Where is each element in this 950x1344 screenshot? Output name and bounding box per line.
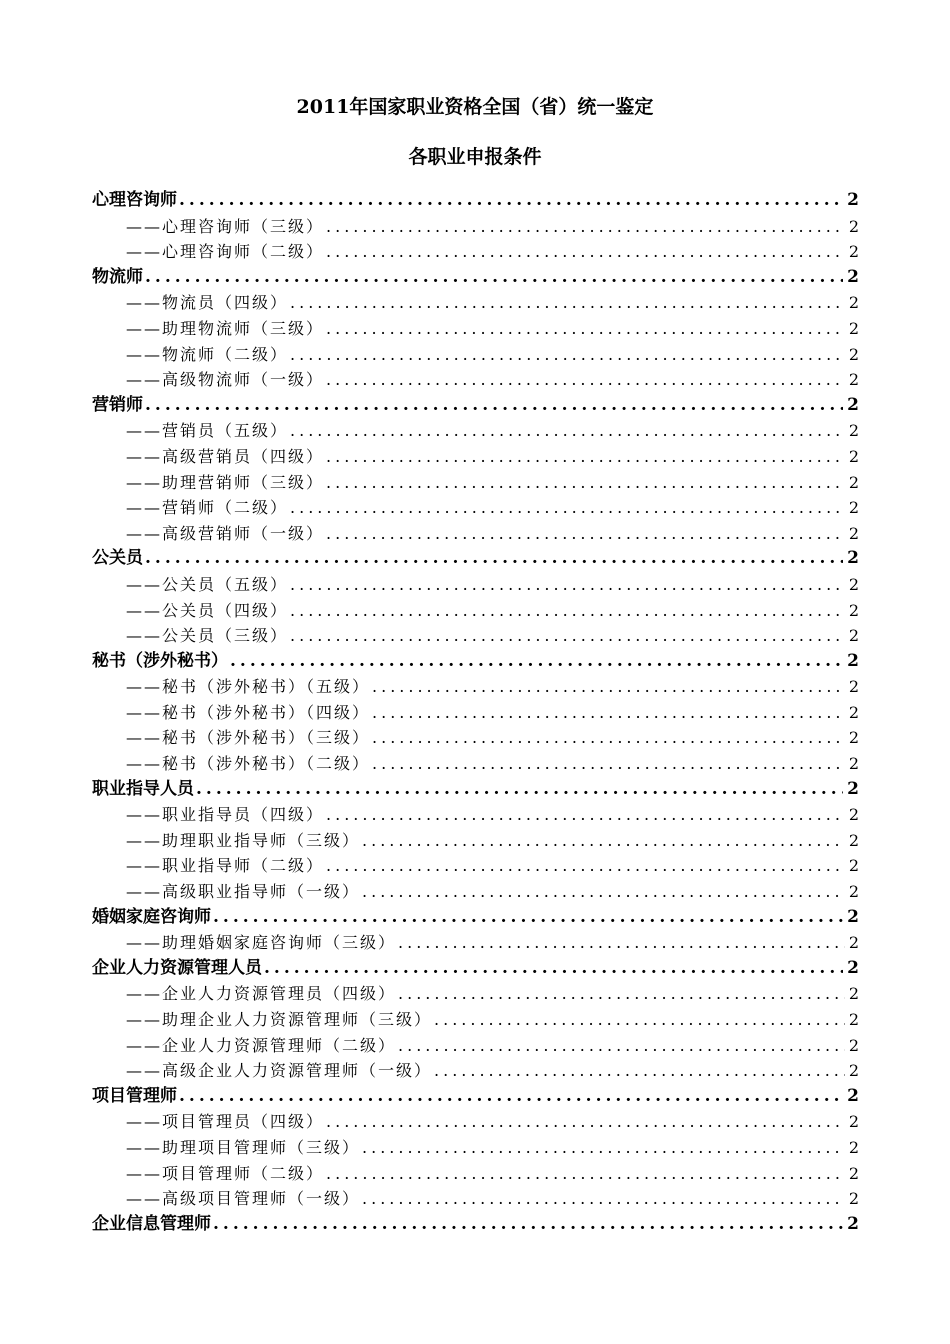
dot-leader [372,725,845,751]
table-of-contents [92,188,859,1237]
toc-entry-page-number: 2 [848,984,859,1004]
toc-entry-page-number: 2 [848,1189,859,1209]
toc-entry-subsection[interactable] [92,290,859,316]
toc-entry-subsection[interactable] [92,1135,859,1161]
dot-leader [434,1007,845,1033]
document-subtitle: 各职业申报条件 [408,146,542,168]
toc-entry-label: ——心理咨询师（三级） [126,216,325,236]
toc-entry-page-number: 2 [848,856,859,876]
toc-entry-label: ——心理咨询师（二级） [126,242,325,262]
toc-entry-section[interactable] [92,188,859,214]
toc-entry-page-number: 2 [847,778,859,799]
toc-entry-page-number: 2 [848,702,859,722]
toc-entry-label: ——高级企业人力资源管理师（一级） [126,1061,433,1081]
toc-entry-label: ——公关员（五级） [126,574,289,594]
dot-leader [196,777,843,803]
toc-entry-subsection[interactable] [92,214,859,240]
toc-entry-subsection[interactable] [92,725,859,751]
toc-entry-label: ——营销员（五级） [126,421,289,441]
toc-entry-page-number: 2 [848,1010,859,1029]
toc-entry-page-number: 2 [848,1112,859,1132]
toc-entry-label: ——助理职业指导师（三级） [126,830,361,850]
dot-leader [290,290,845,316]
toc-entry-subsection[interactable] [92,674,859,700]
toc-entry-label: ——秘书（涉外秘书）（五级） [126,677,371,697]
toc-entry-label: ——助理项目管理师（三级） [126,1137,361,1157]
toc-entry-label: 物流师 [92,266,143,287]
toc-entry-label: 公关员 [92,548,143,569]
toc-entry-page-number: 2 [847,1213,859,1234]
dot-leader [326,444,845,470]
toc-entry-page-number: 2 [848,805,859,825]
toc-entry-subsection[interactable] [92,1007,859,1033]
toc-entry-section[interactable] [92,777,859,803]
toc-entry-page-number: 2 [848,677,859,697]
toc-entry-subsection[interactable] [92,981,859,1007]
toc-entry-label: 心理咨询师 [92,190,177,210]
dot-leader [398,1033,845,1059]
dot-leader [398,981,845,1007]
toc-entry-page-number: 2 [847,1085,859,1106]
toc-entry-page-number: 2 [848,370,859,390]
toc-entry-section[interactable] [92,956,859,982]
toc-entry-subsection[interactable] [92,521,859,547]
toc-entry-section[interactable] [92,649,859,675]
dot-leader [290,598,845,624]
dot-leader [326,1161,845,1187]
toc-entry-page-number: 2 [848,472,859,492]
toc-entry-label: ——助理企业人力资源管理师（三级） [126,1010,433,1029]
dot-leader [326,802,845,828]
dot-leader [326,853,845,879]
toc-entry-label: ——项目管理员（四级） [126,1112,325,1132]
dot-leader [326,239,845,265]
dot-leader [145,393,843,419]
toc-entry-subsection[interactable] [92,239,859,265]
dot-leader [362,1186,845,1212]
toc-entry-label: ——高级物流师（一级） [126,370,325,390]
toc-entry-label: ——秘书（涉外秘书）（二级） [126,754,371,774]
toc-entry-page-number: 2 [848,242,859,262]
toc-entry-page-number: 2 [848,600,859,620]
dot-leader [179,188,843,214]
dot-leader [213,1212,843,1238]
dot-leader [290,623,845,649]
toc-entry-page-number: 2 [848,344,859,364]
dot-leader [372,674,845,700]
toc-entry-label: 项目管理师 [92,1085,177,1106]
dot-leader [213,905,843,931]
toc-entry-subsection[interactable] [92,316,859,342]
toc-entry-label: 职业指导人员 [92,778,194,799]
toc-entry-page-number: 2 [847,650,859,671]
toc-entry-label: ——秘书（涉外秘书）（三级） [126,728,371,748]
toc-entry-subsection[interactable] [92,342,859,368]
toc-entry-subsection[interactable] [92,828,859,854]
toc-entry-page-number: 2 [848,293,859,313]
toc-entry-label: ——企业人力资源管理师（二级） [126,1035,397,1055]
document-title: 2011年国家职业资格全国（省）统一鉴定 [296,96,654,118]
dot-leader [372,751,845,777]
dot-leader [264,956,843,982]
dot-leader [326,521,845,547]
toc-entry-label: ——助理婚姻家庭咨询师（三级） [126,933,397,953]
toc-entry-subsection[interactable] [92,367,859,393]
dot-leader [290,342,845,368]
toc-entry-subsection[interactable] [92,700,859,726]
toc-entry-subsection[interactable] [92,1058,859,1084]
toc-entry-label: ——高级职业指导师（一级） [126,882,361,902]
toc-entry-label: ——高级营销师（一级） [126,523,325,543]
toc-entry-page-number: 2 [848,216,859,236]
dot-leader [326,1109,845,1135]
dot-leader [179,1084,843,1110]
toc-entry-page-number: 2 [848,754,859,774]
dot-leader [145,265,843,291]
toc-entry-subsection[interactable] [92,495,859,521]
toc-entry-subsection[interactable] [92,1033,859,1059]
dot-leader [362,879,845,905]
toc-entry-subsection[interactable] [92,853,859,879]
toc-entry-page-number: 2 [848,882,859,902]
toc-entry-label: ——高级项目管理师（一级） [126,1189,361,1209]
toc-entry-page-number: 2 [848,498,859,518]
dot-leader [372,700,845,726]
toc-entry-page-number: 2 [847,394,859,415]
toc-entry-page-number: 2 [848,446,859,466]
toc-entry-label: ——项目管理师（二级） [126,1163,325,1183]
toc-entry-subsection[interactable] [92,802,859,828]
toc-entry-section[interactable] [92,265,859,291]
toc-entry-subsection[interactable] [92,930,859,956]
toc-entry-page-number: 2 [848,830,859,850]
toc-entry-subsection[interactable] [92,1186,859,1212]
dot-leader [362,1135,845,1161]
toc-entry-label: ——企业人力资源管理员（四级） [126,984,397,1004]
toc-entry-label: 营销师 [92,394,143,415]
toc-entry-label: ——物流员（四级） [126,293,289,313]
toc-entry-label: ——职业指导师（二级） [126,856,325,876]
toc-entry-subsection[interactable] [92,444,859,470]
toc-entry-page-number: 2 [847,906,859,927]
toc-entry-subsection[interactable] [92,1109,859,1135]
toc-entry-page-number: 2 [848,1163,859,1183]
toc-entry-label: ——高级营销员（四级） [126,446,325,466]
toc-entry-page-number: 2 [848,421,859,441]
toc-entry-page-number: 2 [848,1137,859,1157]
toc-entry-page-number: 2 [847,548,859,569]
toc-entry-subsection[interactable] [92,623,859,649]
toc-entry-page-number: 2 [848,523,859,543]
toc-entry-section[interactable] [92,905,859,931]
toc-entry-subsection[interactable] [92,572,859,598]
toc-entry-section[interactable] [92,1212,859,1238]
toc-entry-subsection[interactable] [92,418,859,444]
dot-leader [326,367,845,393]
toc-entry-page-number: 2 [847,190,859,210]
toc-entry-subsection[interactable] [92,751,859,777]
dot-leader [145,546,843,572]
toc-entry-subsection[interactable] [92,598,859,624]
toc-entry-subsection[interactable] [92,470,859,496]
toc-entry-label: ——秘书（涉外秘书）（四级） [126,702,371,722]
toc-entry-label: ——公关员（四级） [126,600,289,620]
toc-entry-section[interactable] [92,393,859,419]
dot-leader [230,649,843,675]
toc-entry-label: 秘书（涉外秘书） [92,650,228,671]
toc-entry-page-number: 2 [848,626,859,646]
dot-leader [290,495,845,521]
toc-entry-page-number: 2 [848,933,859,953]
dot-leader [326,214,845,240]
toc-entry-label: ——公关员（三级） [126,626,289,646]
dot-leader [362,828,845,854]
toc-entry-section[interactable] [92,1084,859,1110]
dot-leader [398,930,845,956]
toc-entry-label: ——营销师（二级） [126,498,289,518]
toc-entry-label: ——助理物流师（三级） [126,318,325,338]
dot-leader [290,572,845,598]
dot-leader [434,1058,845,1084]
toc-entry-label: ——物流师（二级） [126,344,289,364]
toc-entry-label: 企业信息管理师 [92,1213,211,1234]
toc-entry-page-number: 2 [847,957,859,978]
toc-entry-page-number: 2 [848,1035,859,1055]
toc-entry-page-number: 2 [848,728,859,748]
toc-entry-label: 企业人力资源管理人员 [92,957,262,978]
toc-entry-label: 婚姻家庭咨询师 [92,906,211,927]
toc-entry-section[interactable] [92,546,859,572]
toc-entry-page-number: 2 [848,318,859,338]
toc-entry-subsection[interactable] [92,879,859,905]
toc-entry-label: ——职业指导员（四级） [126,805,325,825]
dot-leader [326,316,845,342]
dot-leader [290,418,845,444]
dot-leader [326,470,845,496]
toc-entry-label: ——助理营销师（三级） [126,472,325,492]
toc-entry-page-number: 2 [848,574,859,594]
toc-entry-page-number: 2 [847,266,859,287]
toc-entry-page-number: 2 [848,1061,859,1081]
toc-entry-subsection[interactable] [92,1161,859,1187]
